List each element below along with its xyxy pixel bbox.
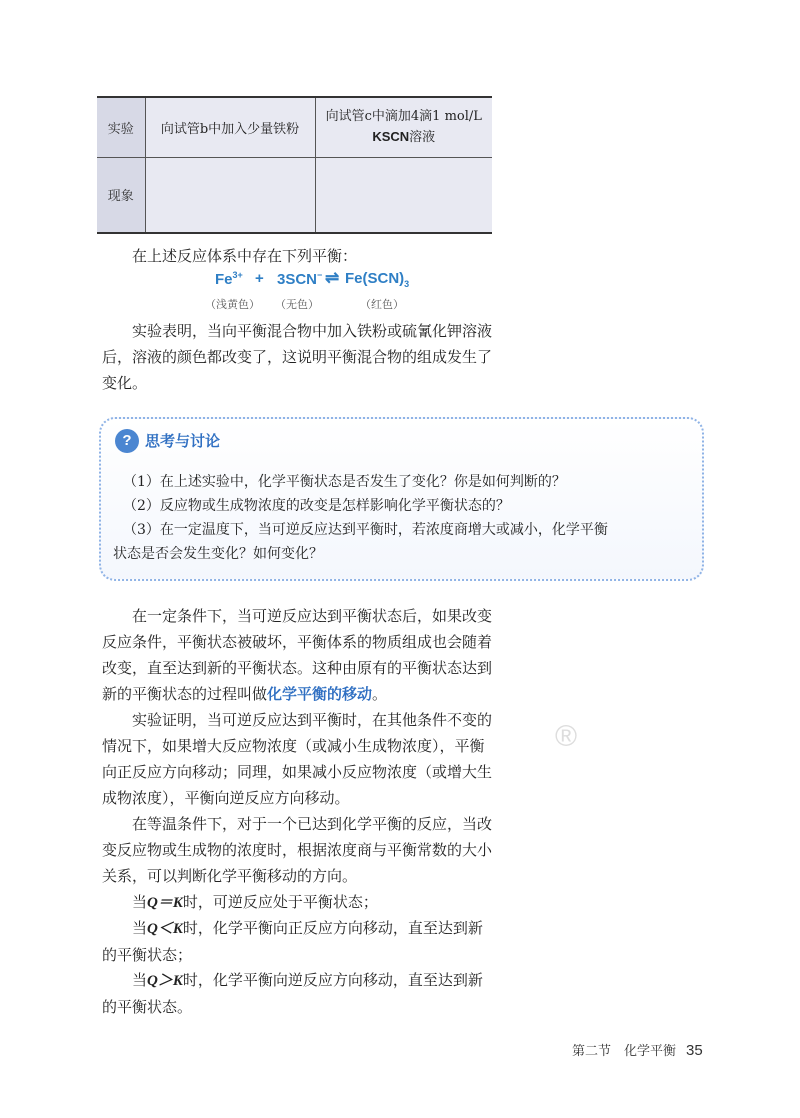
table-row [97, 97, 492, 157]
think-title: 思考与讨论 [145, 432, 221, 450]
eq-product: $Fe(SCN)_3$ [345, 270, 410, 289]
intro-text: 在上述反应体系中存在下列平衡： [132, 247, 358, 265]
case-equal: 当Q＝K时，可逆反应处于平衡状态； [132, 893, 378, 911]
table-header-experiment: 实验 [97, 97, 145, 157]
paragraph-experiment-result: 实验表明，当向平衡混合物中加入铁粉或硫氰化钾溶液后，溶液的颜色都改变了，这说明平衡混合物的组成发生了变化。 [102, 322, 493, 392]
page-footer [572, 1040, 703, 1059]
table-cell-empty [145, 157, 315, 233]
think-and-discuss-box [99, 417, 704, 581]
paragraph-isothermal: 在等温条件下，对于一个已达到化学平衡的反应，当改变反应物或生成物的浓度时，根据浓度商与平衡常数的大小关系，可以判断化学平衡移动的方向。 [102, 815, 493, 885]
question-icon: ? [115, 429, 139, 453]
term-equilibrium-shift: 化学平衡的移动 [267, 685, 373, 703]
experiment-table [97, 96, 492, 234]
question-2: （2）反应物或生成物浓度的改变是怎样影响化学平衡状态的？ [123, 498, 510, 514]
case-greater: 当Q＞K时，化学平衡向逆反应方向移动，直至达到新的平衡状态。 [102, 971, 483, 1016]
eq-scn: 3SCN− [277, 270, 323, 288]
table-header-phenomenon: 现象 [97, 157, 145, 233]
table-cell-tube-b: 向试管b中加入少量铁粉 [145, 97, 315, 157]
color-colorless: （无色） [275, 298, 319, 311]
question-1: （1）在上述实验中，化学平衡状态是否发生了变化？你是如何判断的？ [123, 474, 566, 490]
chemical-equation [195, 270, 435, 296]
eq-plus: + [255, 270, 264, 287]
paragraph-concentration-effect: 实验证明，当可逆反应达到平衡时，在其他条件不变的情况下，如果增大反应物浓度（或减小生成物浓度），平衡向正反应方向移动；同理，如果减小反应物浓度（或增大生成物浓度），平衡向逆反应方向移动。 [102, 711, 493, 807]
case-less: 当Q＜K时，化学平衡向正反应方向移动，直至达到新的平衡状态； [102, 919, 483, 964]
table-cell-tube-c [315, 97, 492, 157]
table-row [97, 157, 492, 233]
question-3-line2: 状态是否会发生变化？如何变化？ [113, 546, 323, 562]
solution-label: 溶液 [409, 129, 436, 145]
table-cell-empty [315, 157, 492, 233]
color-red: （红色） [360, 298, 404, 311]
kscn-label: KSCN [372, 128, 410, 144]
question-3-line1: （3）在一定温度下，当可逆反应达到平衡时，若浓度商增大或减小，化学平衡 [123, 522, 608, 538]
equilibrium-arrow-icon: ⇌ [325, 268, 340, 287]
page-number: 35 [686, 1042, 703, 1059]
paragraph-equilibrium-shift: 在一定条件下，当可逆反应达到平衡状态后，如果改变反应条件，平衡状态被破坏，平衡体系的物质组成也会随着改变，直至达到新的平衡状态。这种由原有的平衡状态达到新的平衡状态的过程叫做化学平衡的移动。 [102, 607, 493, 703]
footer-section: 第二节 化学平衡 [572, 1044, 677, 1059]
equation-colors [205, 296, 445, 314]
tube-c-line1: 向试管c中滴加4滴1 mol/L [325, 108, 482, 124]
color-pale-yellow: （浅黄色） [205, 298, 260, 311]
registered-watermark: ® [555, 720, 578, 753]
eq-fe: $Fe^{3+}$ [215, 270, 243, 288]
tube-c-line2 [316, 127, 493, 148]
